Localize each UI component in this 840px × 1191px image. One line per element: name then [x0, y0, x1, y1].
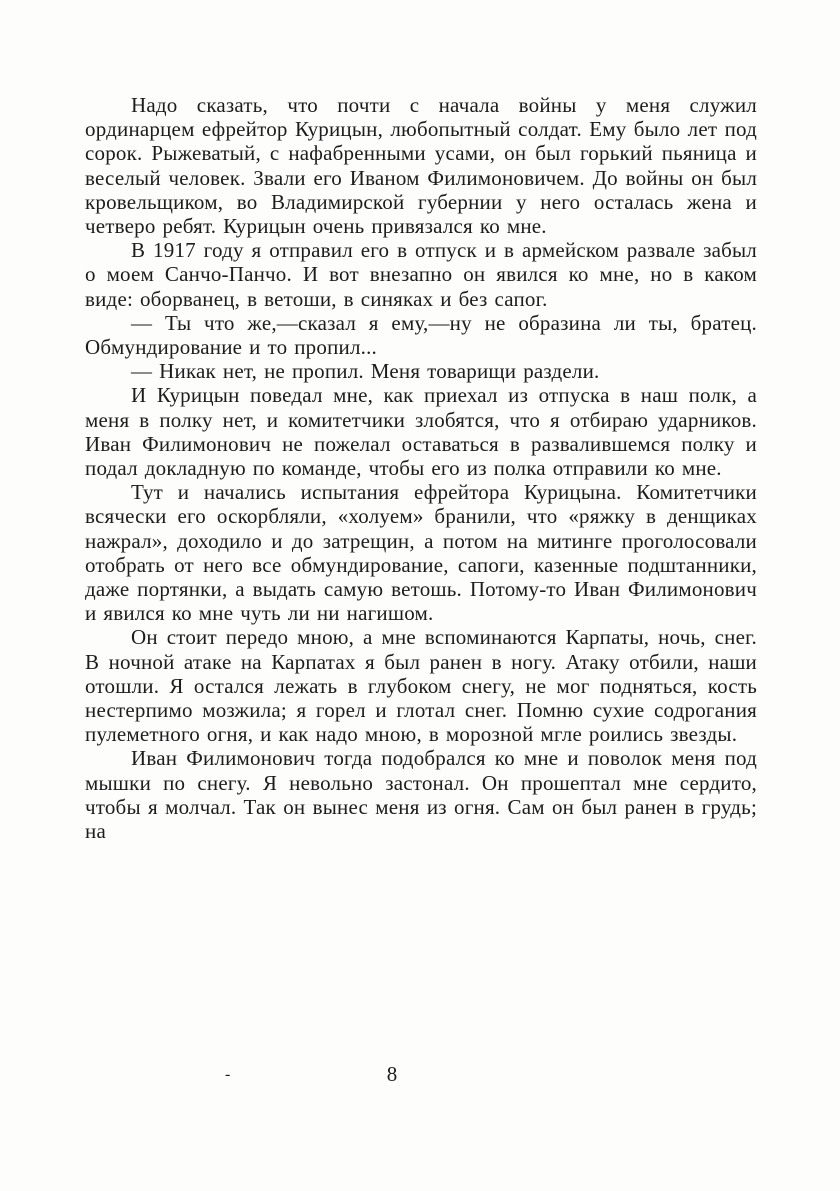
paragraph: Тут и начались испытания ефрейтора Курицына. Комитетчики всячески его оскорбляли, «холуем» бранили, что «ряжку в денщиках нажрал», доходило и до затрещин, а потом на митинге проголосовали отобрать от него все обмундирование, сапоги, казенные подштанники, даже портянки, а выдать самую ветошь. Потому-то Иван Филимонович и явился ко мне чуть ли ни нагишом.: [85, 480, 757, 626]
paragraph: Иван Филимонович тогда подобрался ко мне и поволок меня под мышки по снегу. Я невольно застонал. Он прошептал мне сердито, чтобы я молчал. Так он вынес меня из огня. Сам он был ранен в грудь; на: [85, 746, 757, 844]
dialogue-line: — Ты что же,—сказал я ему,—ну не образина ли ты, братец. Обмундирование и то пропил...: [85, 310, 757, 360]
paragraph: Надо сказать, что почти с начала войны у меня служил ординарцем ефрейтор Курицын, любопытный солдат. Ему было лет под сорок. Рыжеватый, с нафабренными усами, он был горький пьяница и веселый человек. Звали его Иваном Филимоновичем. До войны он был кровельщиком, во Владимирской губернии у него осталась жена и четверо ребят. Курицын очень привязался ко мне.: [85, 93, 757, 239]
dialogue-line: — Никак нет, не пропил. Меня товарищи раздели.: [131, 359, 600, 384]
paragraph: Он стоит передо мною, а мне вспоминаются Карпаты, ночь, снег. В ночной атаке на Карпатах я был ранен в ногу. Атаку отбили, наши отошли. Я остался лежать в глубоком снегу, не мог подняться, кость нестерпимо мозжила; я горел и глотал снег. Помню сухие содрогания пулеметного огня, и как надо мною, в морозной мгле роились звезды.: [85, 625, 757, 747]
page-number: 8: [386, 1062, 398, 1086]
page-text-block: [85, 93, 757, 843]
stray-scan-mark: -: [225, 1066, 231, 1083]
paragraph: И Курицын поведал мне, как приехал из отпуска в наш полк, а меня в полку нет, и комитетчики злобятся, что я отбираю ударников. Иван Филимонович не пожелал оставаться в развалившемся полку и подал докладную по команде, чтобы его из полка отправили ко мне.: [85, 383, 757, 481]
paragraph: В 1917 году я отправил его в отпуск и в армейском развале забыл о моем Санчо-Панчо. И вот внезапно он явился ко мне, но в каком виде: оборванец, в ветоши, в синяках и без сапог.: [85, 238, 757, 311]
